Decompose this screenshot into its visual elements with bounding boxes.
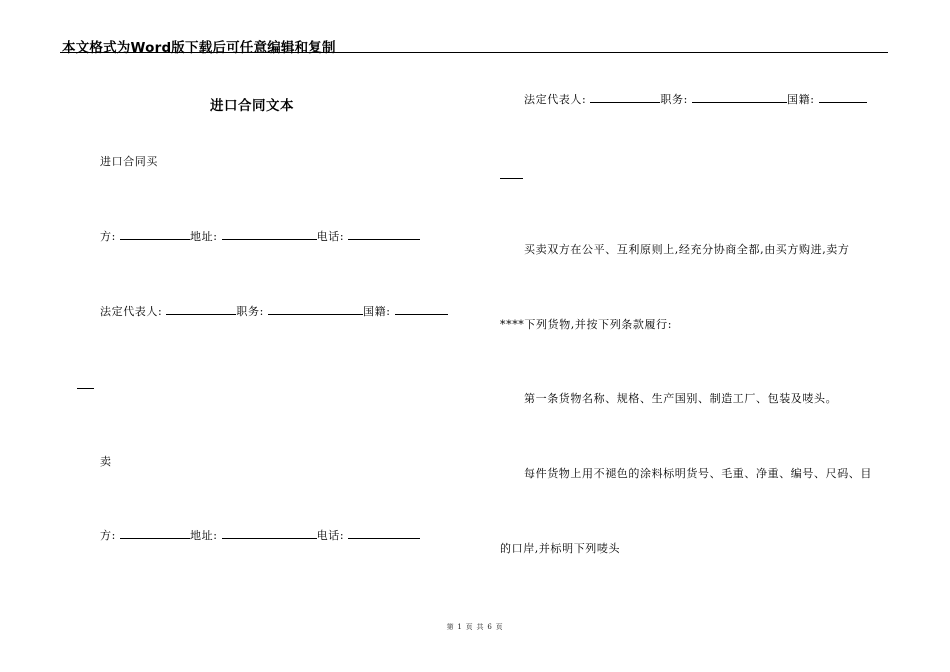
- buyer-position-label: 职务:: [236, 305, 264, 318]
- seller-party-label: 方:: [100, 529, 116, 542]
- buyer-address-label: 地址:: [190, 230, 218, 243]
- seller-nationality-continuation-blank: [500, 178, 523, 179]
- seller-phone-blank: [348, 529, 420, 539]
- buyer-rep-line: [100, 305, 448, 319]
- seller-position-blank: [692, 93, 787, 103]
- buyer-nationality-blank: [395, 305, 448, 315]
- seller-nationality-label: 国籍:: [787, 93, 815, 106]
- seller-nationality-blank: [819, 93, 867, 103]
- buyer-name-blank: [120, 230, 190, 240]
- buyer-nationality-label: 国籍:: [363, 305, 391, 318]
- buyer-rep-blank: [166, 305, 236, 315]
- seller-rep-label: 法定代表人:: [524, 93, 587, 106]
- seller-position-label: 职务:: [660, 93, 688, 106]
- page-number: 第 1 页 共 6 页: [446, 623, 504, 631]
- seller-label: 卖: [100, 455, 112, 468]
- contract-subtitle: 进口合同买: [100, 155, 158, 168]
- seller-address-label: 地址:: [190, 529, 218, 542]
- buyer-info-line: [100, 230, 420, 244]
- buyer-position-blank: [268, 305, 363, 315]
- seller-phone-label: 电话:: [316, 529, 345, 542]
- buyer-address-blank: [222, 230, 317, 240]
- seller-rep-line: [524, 93, 867, 107]
- paragraph-1-line-2: ****下列货物,并按下列条款履行:: [500, 318, 673, 331]
- document-header: 本文格式为Word版下载后可任意编辑和复制: [62, 40, 336, 56]
- article-1: 第一条货物名称、规格、生产国别、制造工厂、包装及唛头。: [524, 392, 838, 405]
- seller-rep-blank: [590, 93, 660, 103]
- buyer-phone-label: 电话:: [316, 230, 345, 243]
- seller-info-line: [100, 529, 420, 543]
- paragraph-2-line-2: 的口岸,并标明下列唛头: [500, 542, 621, 555]
- seller-address-blank: [222, 529, 317, 539]
- buyer-rep-label: 法定代表人:: [100, 305, 163, 318]
- header-rule: [60, 52, 888, 53]
- paragraph-2-line-1: 每件货物上用不褪色的涂料标明货号、毛重、净重、编号、尺码、目: [524, 467, 872, 480]
- paragraph-1-line-1: 买卖双方在公平、互利原则上,经充分协商全都,由买方购进,卖方: [524, 243, 850, 256]
- buyer-phone-blank: [348, 230, 420, 240]
- buyer-party-label: 方:: [100, 230, 116, 243]
- document-title: 进口合同文本: [210, 98, 294, 114]
- seller-name-blank: [120, 529, 190, 539]
- buyer-nationality-continuation-blank: [77, 388, 94, 389]
